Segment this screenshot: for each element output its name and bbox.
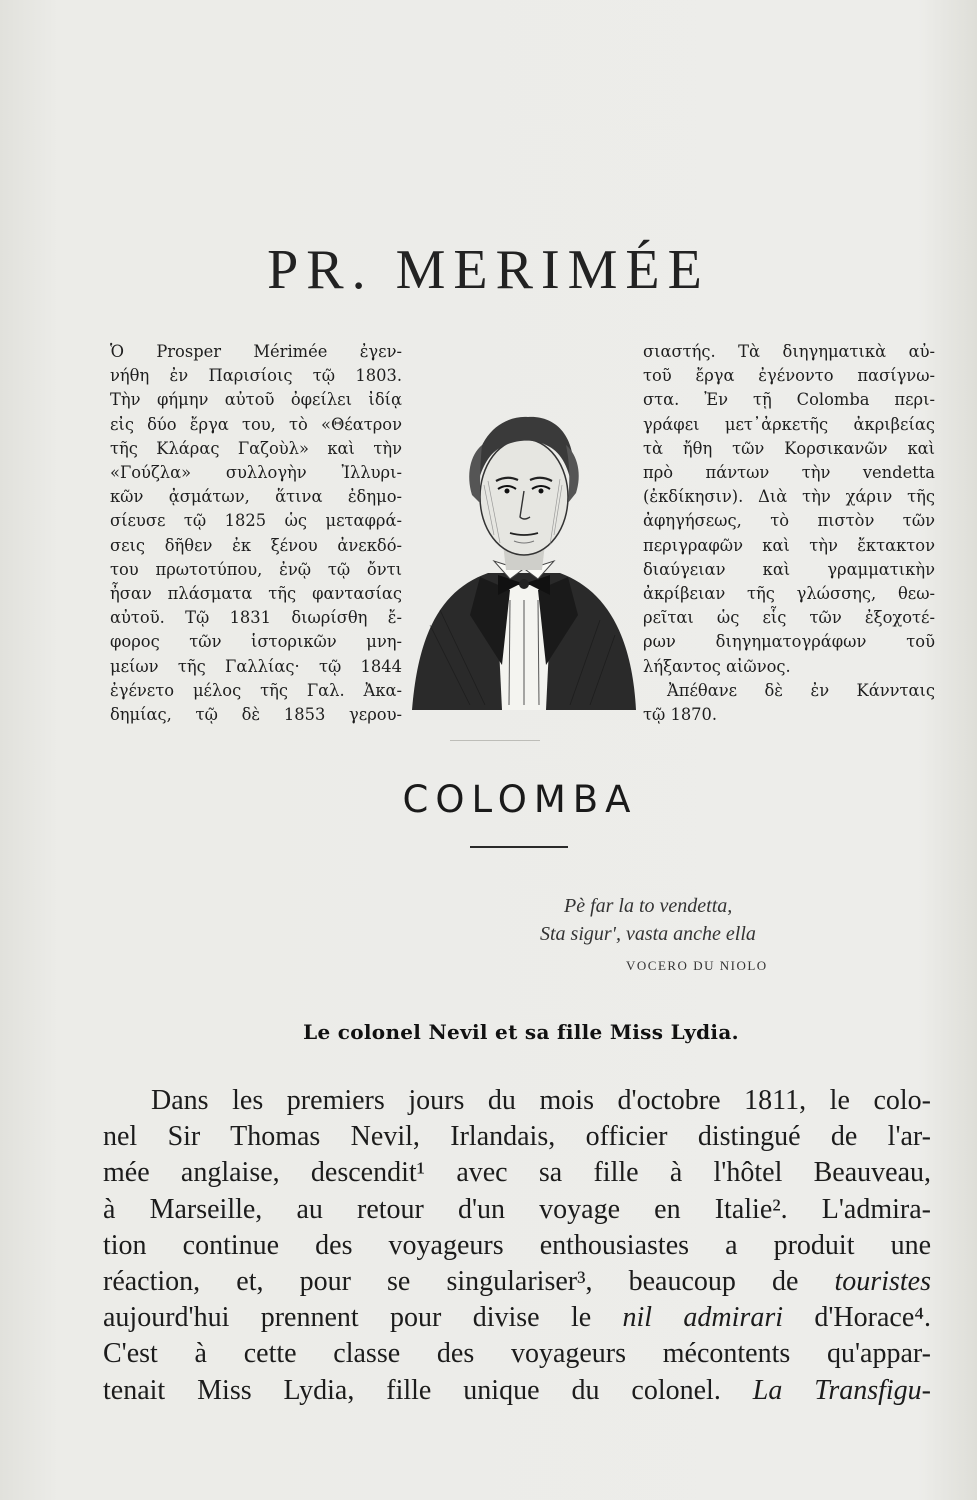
bio-line: (ἐκδίκησιν). Διὰ τὴν χάριν τῆς [643,487,935,507]
body-line [103,1264,931,1300]
bio-line: τὰ ἤθη τῶν Κορσικανῶν καὶ [643,438,935,458]
body-paragraph [103,1083,931,1409]
bio-line: σίευσε τῷ 1825 ὡς μεταφρά- [110,511,402,531]
bio-line: πρὸ πάντων τὴν vendetta [643,463,935,483]
chapter-title: Le colonel Nevil et sa fille Miss Lydia. [303,1020,739,1044]
bio-line: νήθη ἐν Παρισίοις τῷ 1803. [110,366,402,386]
italic-word: touristes [834,1266,931,1298]
epigraph-line: Sta sigur', vasta anche ella [540,923,756,945]
bio-line: φορος τῶν ἱστορικῶν μνη- [110,632,402,652]
body-line: C'est à cette classe des voyageurs mécontents qu'appar- [103,1338,931,1370]
italic-phrase: nil admirari [622,1302,784,1334]
bio-line: τῷ 1870. [643,705,718,725]
bio-line: αὐτοῦ. Τῷ 1831 διωρίσθη ἔ- [110,608,402,628]
bio-line: τῆς Κλάρας Γαζοὺλ» καὶ τὴν [110,438,402,458]
bio-line: δημίας, τῷ δὲ 1853 γερου- [110,705,402,725]
bio-line: κῶν ᾀσμάτων, ἅτινα ἐδημο- [110,487,402,507]
bio-line: λήξαντος αἰῶνος. [643,656,791,676]
italic-phrase: La Transfigu- [752,1374,932,1406]
bio-line: περιγραφῶν καὶ τὴν ἔκτακτον [643,535,935,555]
bio-line: στα. Ἐν τῇ Colomba περι- [643,390,935,410]
bio-line: σεις δῆθεν ἐκ ξένου ἀνεκδό- [110,535,402,555]
epigraph [540,892,870,980]
biography-left-column [110,340,402,727]
bio-line: Ὁ Prosper Mérimée ἐγεν- [110,342,402,361]
bio-line: Τὴν φήμην αὐτοῦ ὀφείλει ἰδίᾳ [110,390,402,410]
body-line-text: réaction, et, pour se singulariser³, beaucoup de [103,1266,799,1298]
author-portrait-engraving [410,385,638,710]
bio-line: ρων διηγηματογράφων τοῦ [643,632,935,652]
bio-line: διαύγειαν καὶ γραμματικὴν [643,559,935,579]
author-heading: PR. MERIMÉE [267,239,710,301]
bio-line: εἰς δύο ἔργα του, τὸ «Θέατρον [110,414,402,434]
separator-rule [470,846,568,848]
body-line: nel Sir Thomas Nevil, Irlandais, officier distingué de l'ar- [103,1121,931,1153]
bio-line: ἀφηγήσεως, τὸ πιστὸν τῶν [643,511,935,531]
body-line [103,1373,931,1409]
epigraph-line: Pè far la to vendetta, [564,895,733,917]
bio-line: ἀκρίβειαν τῆς γλώσσης, θεω- [643,584,935,604]
body-line [103,1300,931,1336]
bio-line: ἐγένετο μέλος τῆς Γαλ. Ἀκα- [110,680,402,700]
body-line: à Marseille, au retour d'un voyage en Italie². L'admira- [103,1193,931,1225]
body-line: tion continue des voyageurs enthousiastes a produit une [103,1229,931,1261]
bio-line: ρεῖται ὡς εἷς τῶν ἐξοχοτέ- [643,608,935,628]
bio-line: Ἀπέθανε δὲ ἐν Κάννταις [667,680,935,700]
body-line: Dans les premiers jours du mois d'octobre 1811, le colo- [151,1085,931,1116]
body-line: mée anglaise, descendit¹ avec sa fille à l'hôtel Beauveau, [103,1157,931,1189]
bio-line: ἦσαν πλάσματα τῆς φαντασίας [110,584,402,604]
bio-line: σιαστής. Τὰ διηγηματικὰ αὐ- [643,342,935,361]
separator-rule [450,740,540,741]
epigraph-source: VOCERO DU NIOLO [626,958,768,973]
biography-right-column [643,340,935,727]
body-line-text: aujourd'hui prennent pour divise le [103,1302,592,1334]
body-line-text: d'Horace⁴. [814,1302,932,1334]
bio-line: μείων τῆς Γαλλίας· τῷ 1844 [110,656,402,676]
body-line-text: tenait Miss Lydia, fille unique du colonel. [103,1374,721,1406]
bio-line: «Γούζλα» συλλογὴν Ἰλλυρι- [110,463,402,483]
work-title: COLOMBA [402,778,638,821]
bio-line: γράφει μετ᾽ἀρκετῆς ἀκριβείας [643,414,935,434]
bio-line: τοῦ ἔργα ἐγένοντο πασίγνω- [643,366,935,386]
bio-line: του πρωτοτύπου, ἐνῷ τῷ ὄντι [110,559,402,579]
